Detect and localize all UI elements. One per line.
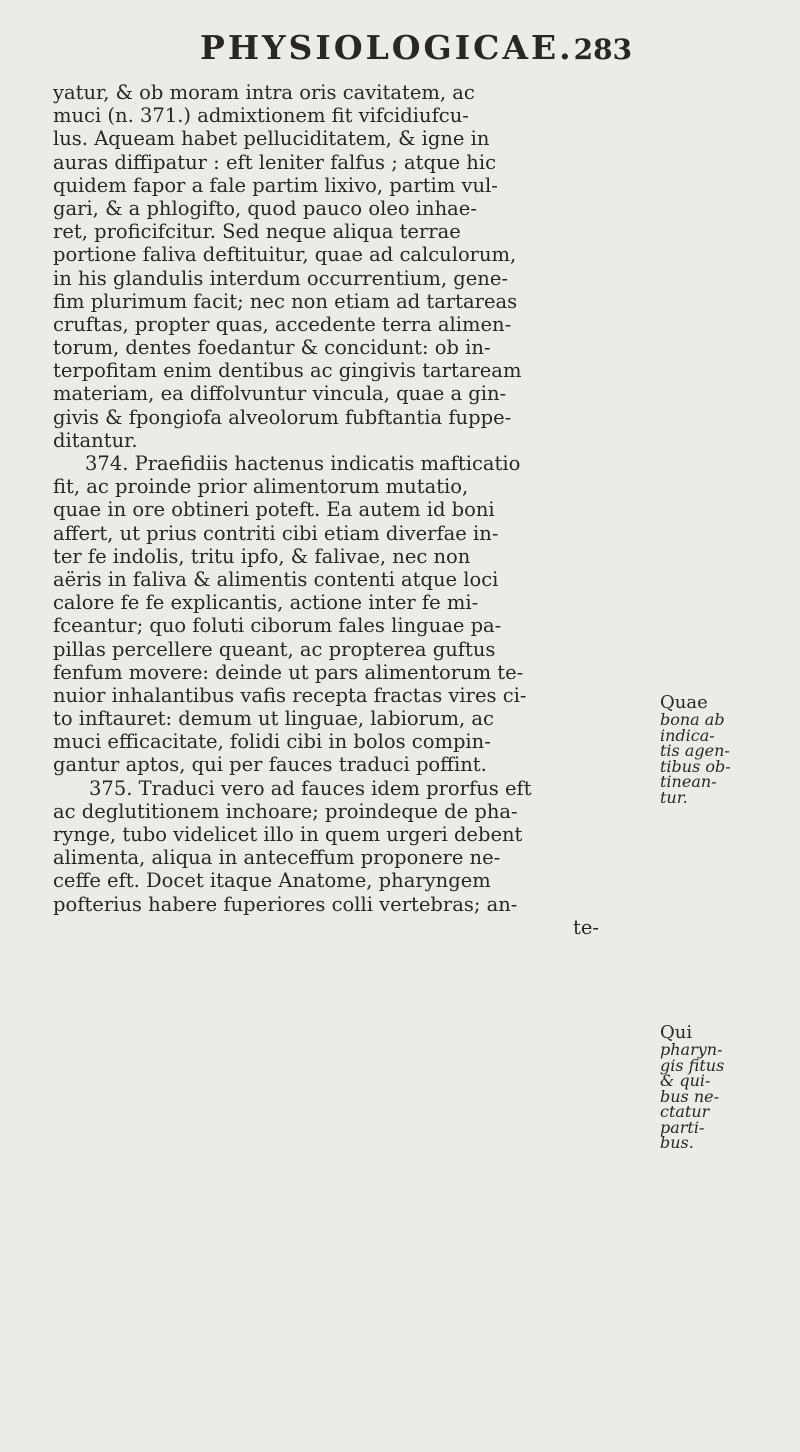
margin-note-line: indica- bbox=[660, 725, 715, 745]
text-line: muci efficacitate, folidi cibi in bolos compin- bbox=[53, 730, 491, 754]
text-line: terpofitam enim dentibus ac gingivis tartaream bbox=[53, 359, 522, 383]
margin-note-line: bona ab bbox=[660, 710, 725, 729]
text-line: pofterius habere fuperiores colli vertebras; an- bbox=[53, 892, 518, 916]
catchword: te- bbox=[573, 915, 599, 939]
margin-note-line: bus ne- bbox=[660, 1086, 720, 1106]
paragraph-375-start: 375. Traduci vero ad fauces idem prorfus eft bbox=[89, 776, 532, 800]
body-text bbox=[53, 81, 653, 939]
text-line: pillas percellere queant, ac propterea guftus bbox=[53, 637, 496, 661]
text-line: fenfum movere: deinde ut pars alimentorum te- bbox=[53, 660, 524, 684]
text-line: gantur aptos, qui per fauces traduci poffint. bbox=[53, 753, 487, 777]
text-line: quidem fapor a fale partim lixivo, partim vul- bbox=[53, 173, 498, 197]
margin-note-line: bus. bbox=[660, 1133, 694, 1152]
margin-note-line: tinean- bbox=[660, 772, 717, 791]
text-line: to inftauret: demum ut linguae, labiorum, ac bbox=[53, 707, 494, 731]
text-line: quae in ore obtineri poteft. Ea autem id boni bbox=[53, 498, 495, 522]
text-line: in his glandulis interdum occurrentium, gene- bbox=[53, 266, 508, 290]
text-line: aëris in faliva & alimentis contenti atque loci bbox=[53, 567, 499, 591]
text-line: ter fe indolis, tritu ipfo, & falivae, nec non bbox=[53, 544, 471, 568]
text-line: gari, & a phlogifto, quod pauco oleo inhae- bbox=[53, 196, 477, 220]
text-line: ret, proficifcitur. Sed neque aliqua terrae bbox=[53, 220, 461, 244]
text-line: portione faliva deftituitur, quae ad calculorum, bbox=[53, 243, 517, 267]
margin-note-line: Quae bbox=[660, 692, 708, 713]
running-title: PHYSIOLOGICAE. bbox=[200, 28, 574, 67]
text-line: yatur, & ob moram intra oris cavitatem, ac bbox=[53, 81, 475, 104]
text-line: fceantur; quo foluti ciborum fales linguae pa- bbox=[53, 614, 502, 638]
text-line: affert, ut prius contriti cibi etiam diverfae in- bbox=[53, 521, 499, 545]
page-number: 283 bbox=[573, 33, 633, 66]
text-line: fit, ac proinde prior alimentorum mutatio, bbox=[53, 475, 469, 499]
running-head bbox=[200, 28, 633, 67]
margin-note-line: tis agen- bbox=[660, 741, 730, 760]
margin-note-line: tur. bbox=[660, 787, 688, 807]
margin-note-line: ctatur bbox=[660, 1102, 710, 1121]
text-line: ac deglutitionem inchoare; proindeque de pha- bbox=[53, 799, 518, 823]
margin-note-line: Qui bbox=[660, 1022, 693, 1043]
margin-note-374 bbox=[660, 693, 790, 805]
margin-note-line: pharyn- bbox=[660, 1040, 723, 1059]
text-line: alimenta, aliqua in anteceffum proponere ne- bbox=[53, 846, 501, 870]
text-line: muci (n. 371.) admixtionem fit vifcidiufcu- bbox=[53, 104, 469, 128]
text-line: materiam, ea diffolvuntur vincula, quae a gin- bbox=[53, 382, 507, 406]
margin-note-375 bbox=[660, 1023, 790, 1151]
margin-note-line: tibus ob- bbox=[660, 756, 731, 776]
text-line: calore fe fe explicantis, actione inter fe mi- bbox=[53, 591, 479, 615]
text-line: auras diffipatur : eft leniter falfus ; atque hic bbox=[53, 150, 496, 174]
text-line: cruftas, propter quas, accedente terra alimen- bbox=[53, 312, 512, 336]
margin-note-line: gis fitus bbox=[660, 1055, 725, 1075]
text-line: lus. Aqueam habet pelluciditatem, & igne in bbox=[53, 127, 490, 151]
text-line: torum, dentes foedantur & concidunt: ob in- bbox=[53, 336, 491, 360]
text-line: fim plurimum facit; nec non etiam ad tartareas bbox=[53, 289, 518, 313]
text-line: rynge, tubo videlicet illo in quem urgeri debent bbox=[53, 823, 523, 846]
text-line: ceffe eft. Docet itaque Anatome, pharyngem bbox=[53, 869, 491, 893]
paragraph-374-start: 374. Praefidiis hactenus indicatis mafticatio bbox=[85, 452, 521, 475]
margin-note-line: & qui- bbox=[660, 1071, 711, 1090]
text-line: nuior inhalantibus vafis recepta fractas vires ci- bbox=[53, 683, 527, 707]
text-line: ditantur. bbox=[53, 428, 138, 452]
margin-note-line: parti- bbox=[660, 1117, 705, 1137]
text-line: givis & fpongiofa alveolorum fubftantia fuppe- bbox=[53, 405, 512, 429]
